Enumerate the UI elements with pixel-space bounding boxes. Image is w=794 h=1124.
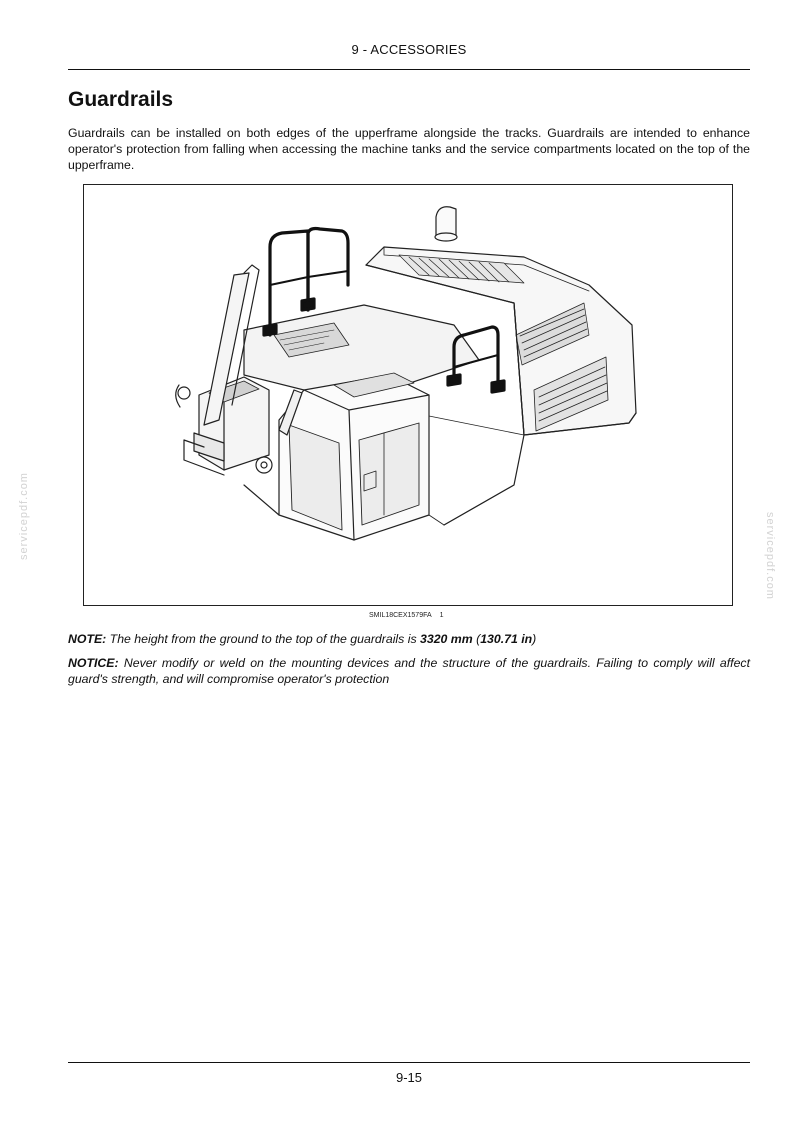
header-rule bbox=[68, 69, 750, 70]
note-label: NOTE: bbox=[68, 632, 107, 646]
page-number: 9-15 bbox=[395, 1070, 423, 1085]
intro-paragraph: Guardrails can be installed on both edges of the upperframe alongside the tracks. Guardrails are intended to enhance operator's protection from falling when accessing the machine tanks and the service compartments located on the top of the upperframe. bbox=[68, 126, 750, 172]
figure-frame bbox=[83, 184, 733, 606]
exhaust-stack bbox=[435, 207, 457, 241]
figure-code: SMIL18CEX1579FA bbox=[369, 612, 432, 619]
note-value-mm: 3320 mm bbox=[420, 632, 473, 646]
operator-cab bbox=[279, 373, 429, 540]
note-value-in: 130.71 in bbox=[480, 632, 533, 646]
page-title: Guardrails bbox=[68, 88, 174, 111]
watermark-left: servicepdf.com bbox=[18, 472, 30, 560]
watermark-right: servicepdf.com bbox=[764, 512, 776, 600]
footer-rule bbox=[68, 1062, 750, 1063]
note-text-mid: ( bbox=[472, 632, 481, 646]
notice-text: Never modify or weld on the mounting devices and the structure of the guardrails. Failing to comply will affect guard's strength, and will compromise operator's protection bbox=[68, 656, 750, 686]
excavator-illustration bbox=[84, 185, 732, 605]
figure-caption bbox=[369, 612, 444, 619]
section-header: 9 - ACCESSORIES bbox=[351, 42, 467, 57]
note-text-after: ) bbox=[532, 632, 537, 646]
note-paragraph bbox=[68, 631, 750, 647]
notice-label: NOTICE: bbox=[68, 656, 119, 670]
notice-paragraph bbox=[68, 655, 750, 687]
note-text-before: The height from the ground to the top of the guardrails is bbox=[106, 632, 421, 646]
figure-number: 1 bbox=[439, 612, 444, 619]
